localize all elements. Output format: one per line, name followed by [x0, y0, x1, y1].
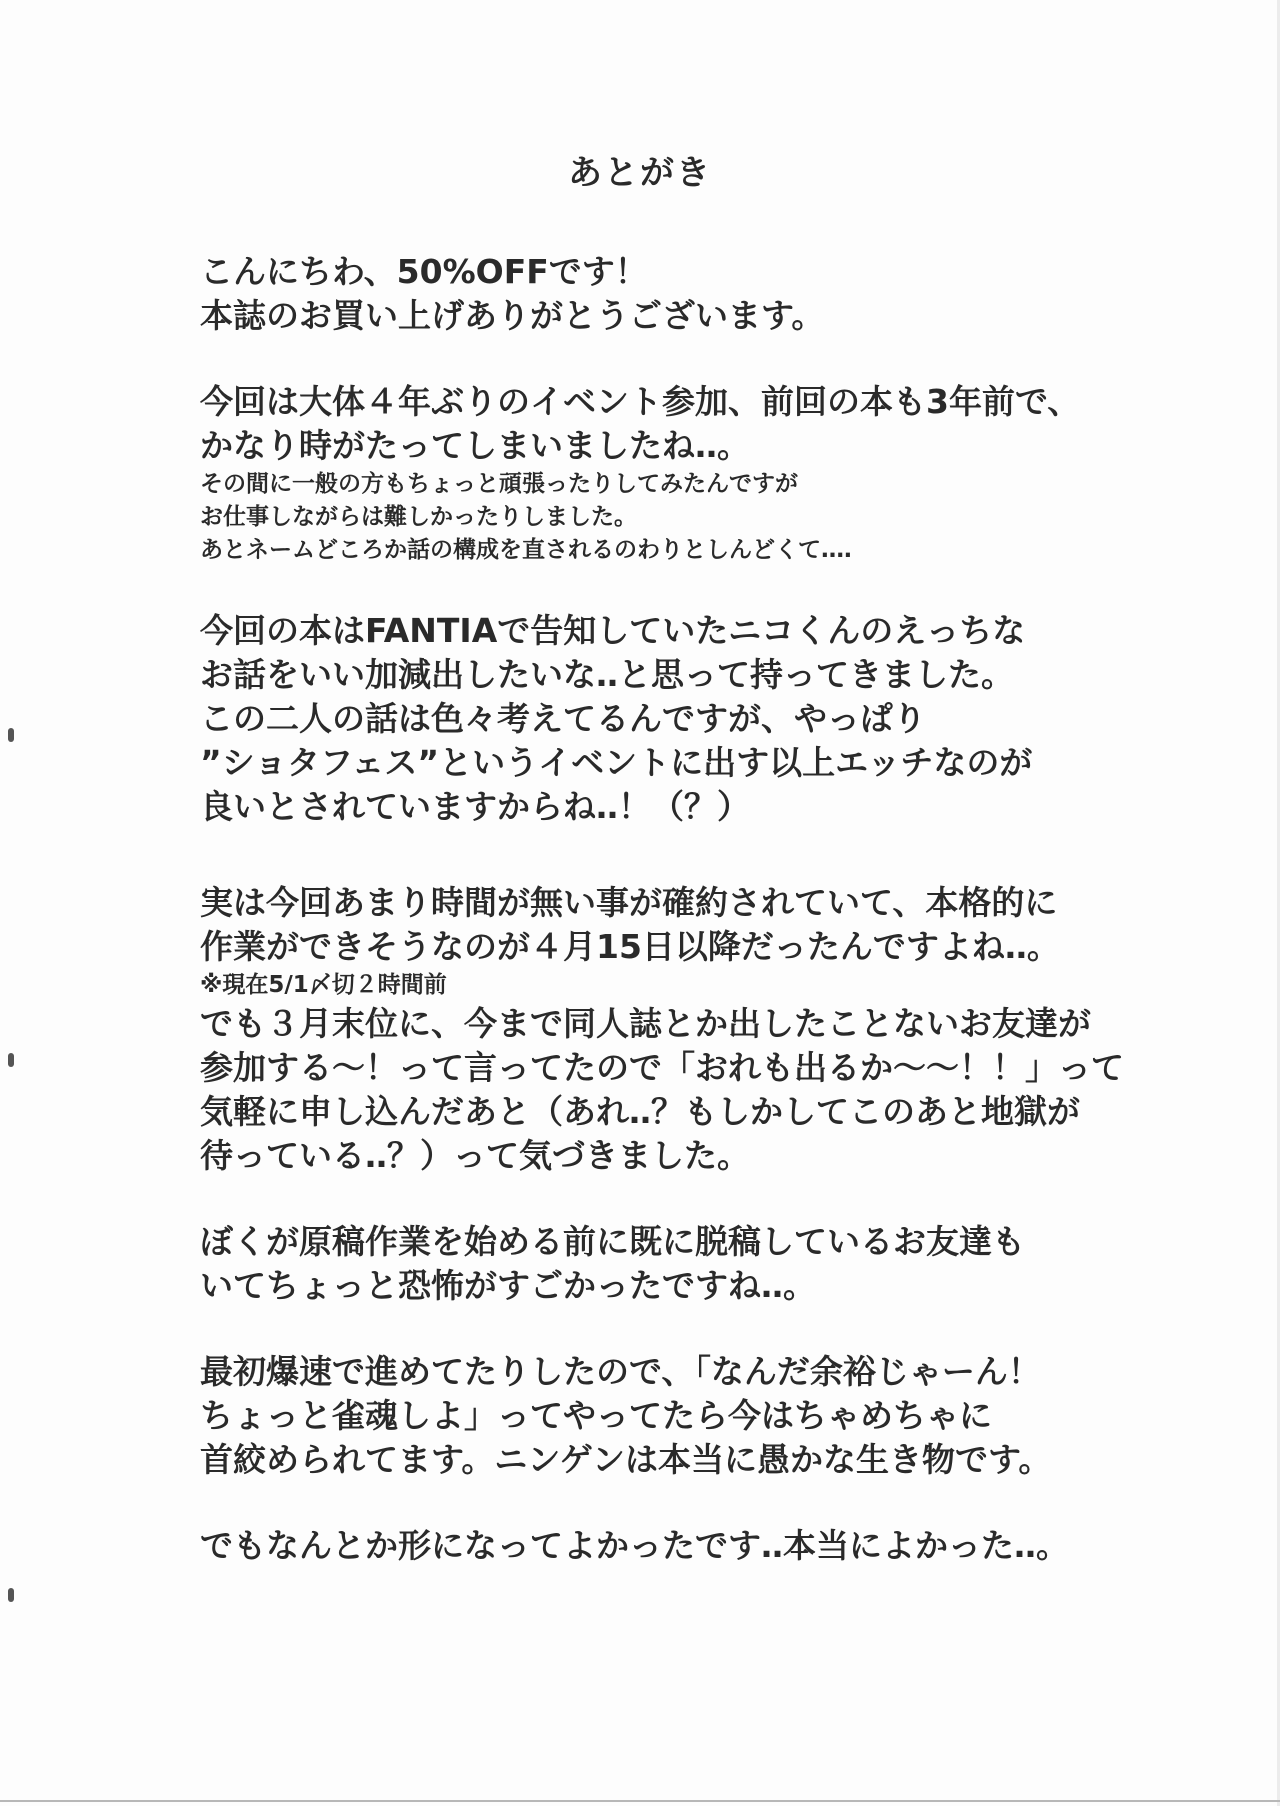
- text-line: いてちょっと恐怖がすごかったですね‥。: [200, 1266, 817, 1305]
- paragraph-progress: [200, 1350, 1200, 1482]
- paragraph-greeting: [200, 250, 1200, 338]
- deadline-note: ※現在5/1〆切２時間前: [200, 972, 447, 998]
- paragraph-book: [200, 609, 1200, 829]
- text-line-small: お仕事しながらは難しかったりしました。: [200, 504, 637, 530]
- text-line: 実は今回あまり時間が無い事が確約されていて、本格的に: [200, 883, 1058, 922]
- page-title: あとがき: [568, 153, 712, 193]
- binding-mark: [8, 728, 14, 742]
- text-line: 今回は大体４年ぶりのイベント参加、前回の本も3年前で、: [200, 382, 1081, 421]
- text-line: かなり時がたってしまいましたね‥。: [200, 426, 751, 465]
- text-line: こんにちわ、50%OFFです！: [200, 252, 648, 291]
- binding-mark: [8, 1588, 14, 1602]
- text-line: 参加する～！って言ってたので「おれも出るか～～！！」って: [200, 1048, 1124, 1087]
- text-line: お話をいい加減出したいな‥と思って持ってきました。: [200, 655, 1015, 694]
- text-line: この二人の話は色々考えてるんですが、やっぱり: [200, 699, 926, 738]
- text-line: 本誌のお買い上げありがとうございます。: [200, 296, 825, 335]
- text-line: 待っている‥？）って気づきました。: [200, 1136, 751, 1175]
- text-line: 首絞められてます。ニンゲンは本当に愚かな生き物です。: [200, 1440, 1052, 1479]
- text-line-small: あとネームどころか話の構成を直されるのわりとしんどくて‥‥: [200, 537, 852, 563]
- text-line: 作業ができそうなのが４月15日以降だったんですよね‥。: [200, 927, 1060, 966]
- text-line: でも３月末位に、今まで同人誌とか出したことないお友達が: [200, 1004, 1091, 1043]
- paragraph-friends: [200, 1220, 1200, 1308]
- text-line: ”ショタフェス”というイベントに出す以上エッチなのが: [200, 743, 1033, 782]
- text-line-small: その間に一般の方もちょっと頑張ったりしてみたんですが: [200, 471, 798, 497]
- binding-mark: [8, 1053, 14, 1067]
- afterword-body: [200, 250, 1200, 1568]
- text-line: 最初爆速で進めてたりしたので、「なんだ余裕じゃーん！: [200, 1352, 1041, 1391]
- text-line: でもなんとか形になってよかったです‥本当によかった‥。: [200, 1526, 1070, 1565]
- text-line: ちょっと雀魂しよ」ってやってたら今はちゃめちゃに: [200, 1396, 992, 1435]
- text-line: 今回の本はFANTIAで告知していたニコくんのえっちな: [200, 611, 1026, 650]
- text-line: 良いとされていますからね‥！（？）: [200, 787, 751, 826]
- paragraph-schedule: [200, 881, 1200, 1178]
- paragraph-event: [200, 380, 1200, 567]
- text-line: ぼくが原稿作業を始める前に既に脱稿しているお友達も: [200, 1222, 1025, 1261]
- text-line: 気軽に申し込んだあと（あれ‥？もしかしてこのあと地獄が: [200, 1092, 1081, 1131]
- paragraph-closing: [200, 1524, 1200, 1568]
- page-bottom-edge: [0, 1800, 1280, 1802]
